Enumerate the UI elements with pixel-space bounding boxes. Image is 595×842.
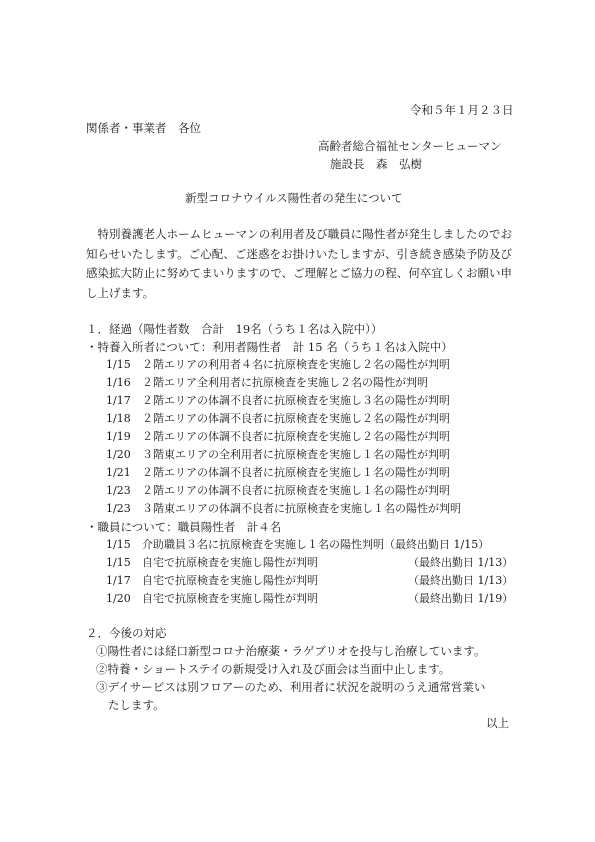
response-item: ①陽性者には経口新型コロナ治療薬・ラゲブリオを投与し治療しています。 [96,644,486,658]
director-name: 施設長 森 弘樹 [330,157,422,171]
list-item: 1/19 ２階エリアの体調不良者に抗原検査を実施し２名の陽性が判明 [106,430,450,443]
list-item: 1/20 ３階東エリアの全利用者に抗原検査を実施し１名の陽性が判明 [106,448,450,461]
section1-heading: １．経過（陽性者数 合計 19名（うち１名は入院中）） [86,322,383,336]
list-item: 1/18 ２階エリアの体調不良者に抗原検査を実施し２名の陽性が判明 [106,412,450,425]
document-date: 令和５年１月２３日 [410,103,514,117]
document-title: 新型コロナウイルス陽性者の発生について [185,191,403,205]
list-item: 1/23 ２階エリアの体調不良者に抗原検査を実施し１名の陽性が判明 [106,484,450,497]
last-workday: （最終出勤日 1/13） [408,556,514,569]
response-item-continued: たします。 [108,698,165,712]
organization-name: 高齢者総合福祉センターヒューマン [318,139,502,153]
list-item: 1/15 自宅で抗原検査を実施し陽性が判明 [106,556,318,569]
list-item: 1/17 自宅で抗原検査を実施し陽性が判明 [106,574,318,587]
recipient-line: 関係者・事業者 各位 [86,121,201,135]
response-item: ③デイサービスは別フロアーのため、利用者に状況を説明のうえ通常営業い [96,680,486,694]
intro-paragraph: 特別養護老人ホームヒューマンの利用者及び職員に陽性者が発生しましたのでお知らせいたします。ご心配、ご迷惑をお掛けいたしますが、引き続き感染予防及び感染拡大防止に努めてまいりますので、ご理解とご協力の程、何卒宜しくお願い申し上げます。 [86,227,512,300]
closing-mark: 以上 [486,716,509,730]
list-item: 1/21 ２階エリアの体調不良者に抗原検査を実施し１名の陽性が判明 [106,466,450,479]
list-item: 1/17 ２階エリアの体調不良者に抗原検査を実施し３名の陽性が判明 [106,394,450,407]
list-item: 1/15 介助職員３名に抗原検査を実施し１名の陽性判明（最終出勤日 1/15） [106,538,490,551]
list-item: 1/15 ２階エリアの利用者４名に抗原検査を実施し２名の陽性が判明 [106,358,450,371]
staff-heading: ・職員について：職員陽性者 計４名 [86,520,282,534]
response-item: ②特養・ショートステイの新規受け入れ及び面会は当面中止します。 [96,662,451,676]
list-item: 1/16 ２階エリア全利用者に抗原検査を実施し２名の陽性が判明 [106,376,428,389]
last-workday: （最終出勤日 1/19） [408,592,514,605]
residents-heading: ・特養入所者について：利用者陽性者 計 15 名（うち１名は入院中） [86,340,453,354]
list-item: 1/23 ３階東エリアの体調不良者に抗原検査を実施し１名の陽性が判明 [106,502,461,515]
section2-heading: ２．今後の対応 [86,626,167,640]
list-item: 1/20 自宅で抗原検査を実施し陽性が判明 [106,592,318,605]
last-workday: （最終出勤日 1/13） [408,574,514,587]
